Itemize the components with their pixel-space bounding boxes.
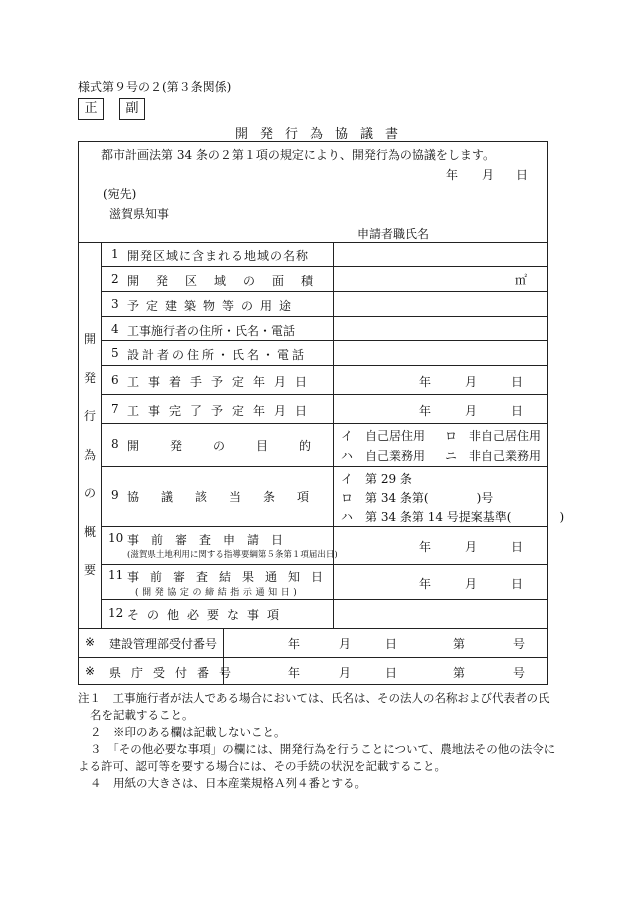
note-line: ３ 「その他必要な事項」の欄には、開発行為を行うことについて、農地法その他の法令に xyxy=(90,742,556,756)
row-label: 事前審査結果通知日 xyxy=(127,570,335,584)
purpose-option: ロ 非自己居住用 xyxy=(445,429,542,443)
receipt-field: 日 xyxy=(385,666,398,680)
date-day: 日 xyxy=(511,540,524,554)
row-label: その他必要な事項 xyxy=(127,608,288,622)
date-day: 日 xyxy=(511,404,524,418)
receipt-field: 第 xyxy=(453,666,466,680)
purpose-option: イ 自己居住用 xyxy=(341,429,426,443)
note-line: ４ 用紙の大きさは、日本産業規格Ａ列４番とする。 xyxy=(90,776,366,790)
receipt-field: 年 xyxy=(288,666,301,680)
row-label: 開発の目的 xyxy=(127,439,343,453)
row-label: 工事完了予定年月日 xyxy=(127,404,317,418)
section-label xyxy=(79,320,101,590)
row-number: 7 xyxy=(111,402,119,416)
statement-text: 都市計画法第 34 条の２第１項の規定により、開発行為の協議をします。 xyxy=(101,148,495,162)
addressee-label: (宛先) xyxy=(103,187,137,201)
date-year: 年 xyxy=(419,540,432,554)
note-line: ２ ※印のある欄は記載しないこと。 xyxy=(90,725,286,739)
row-label: 開発区域に含まれる地域の名称 xyxy=(127,249,310,263)
header-year: 年 xyxy=(446,168,459,182)
row-label: 開発区域の面積 xyxy=(127,274,331,288)
date-day: 日 xyxy=(511,577,524,591)
section-char: 要 xyxy=(83,563,96,577)
row-number: 4 xyxy=(111,322,119,336)
purpose-option: ニ 非自己業務用 xyxy=(445,449,542,463)
section-char: 為 xyxy=(83,447,96,462)
receipt-field: 月 xyxy=(339,666,352,680)
header-day: 日 xyxy=(516,168,529,182)
date-year: 年 xyxy=(419,375,432,389)
copy-label-duplicate: 副 xyxy=(119,98,145,120)
receipt-mark: ※ xyxy=(85,635,96,649)
date-year: 年 xyxy=(419,577,432,591)
row-number: 12 xyxy=(108,606,124,620)
date-month: 月 xyxy=(465,577,478,591)
row-number: 2 xyxy=(111,272,119,286)
receipt-label: 県庁受付番号 xyxy=(109,666,242,680)
receipt-field: 第 xyxy=(453,637,466,651)
row-sublabel: (滋賀県土地利用に関する指導要綱第５条第１項届出日) xyxy=(127,550,338,560)
row-sublabel: (開発協定の締結指示通知日) xyxy=(135,588,301,598)
receipt-field: 日 xyxy=(385,637,398,651)
purpose-option: ハ 自己業務用 xyxy=(341,449,426,463)
clause-option: ロ 第 34 条第( )号 xyxy=(341,491,494,505)
row-number: 5 xyxy=(111,346,119,360)
section-char: 行 xyxy=(83,409,96,423)
receipt-field: 号 xyxy=(513,666,526,680)
row-label: 予定建築物等の用途 xyxy=(127,299,299,313)
receipt-field: 年 xyxy=(288,637,301,651)
document-title-text: 開発行為協議書 xyxy=(235,127,411,142)
copy-label-original: 正 xyxy=(78,98,104,120)
date-month: 月 xyxy=(465,375,478,389)
receipt-field: 月 xyxy=(339,637,352,651)
row-label: 協議該当条項 xyxy=(127,490,332,504)
row-label: 工事着手予定年月日 xyxy=(127,375,317,389)
form-table xyxy=(78,141,565,685)
row-number: 6 xyxy=(111,373,119,387)
receipt-field: 号 xyxy=(513,637,526,651)
receipt-label: 建設管理部受付番号 xyxy=(109,637,218,651)
addressee: 滋賀県知事 xyxy=(109,207,170,221)
notes xyxy=(78,690,558,792)
row-number: 3 xyxy=(111,297,119,311)
row-number: 11 xyxy=(108,568,124,582)
row-number: 9 xyxy=(111,488,119,502)
area-unit: ㎡ xyxy=(515,273,528,287)
note-line: 注１ 工事施行者が法人である場合においては、氏名は、その法人の名称および代表者の氏 xyxy=(78,691,550,705)
note-line: 名を記載すること。 xyxy=(90,708,194,722)
date-day: 日 xyxy=(511,375,524,389)
row-label: 設計者の住所・氏名・電話 xyxy=(127,348,308,362)
row-number: 8 xyxy=(111,437,119,451)
section-char: の xyxy=(83,486,96,500)
row-number: 10 xyxy=(108,531,124,545)
row-number: 1 xyxy=(111,247,119,261)
date-year: 年 xyxy=(419,404,432,418)
document-title xyxy=(235,123,411,142)
clause-option: イ 第 29 条 xyxy=(341,472,412,486)
applicant-label: 申請者職氏名 xyxy=(357,227,430,241)
clause-option: ハ 第 34 条第 14 号提案基準( ) xyxy=(341,510,565,524)
date-month: 月 xyxy=(465,404,478,418)
date-month: 月 xyxy=(465,540,478,554)
receipt-mark: ※ xyxy=(85,664,96,678)
section-char: 概 xyxy=(83,524,96,539)
header-month: 月 xyxy=(482,168,495,182)
section-char: 開 xyxy=(83,332,96,346)
row-label: 事前審査申請日 xyxy=(127,533,296,547)
form-number: 様式第９号の２(第３条関係) xyxy=(78,80,232,94)
note-line: よる許可、認可等を要する場合には、その手続の状況を記載すること。 xyxy=(78,759,446,773)
row-label: 工事施行者の住所・氏名・電話 xyxy=(127,324,296,338)
section-char: 発 xyxy=(83,370,96,385)
